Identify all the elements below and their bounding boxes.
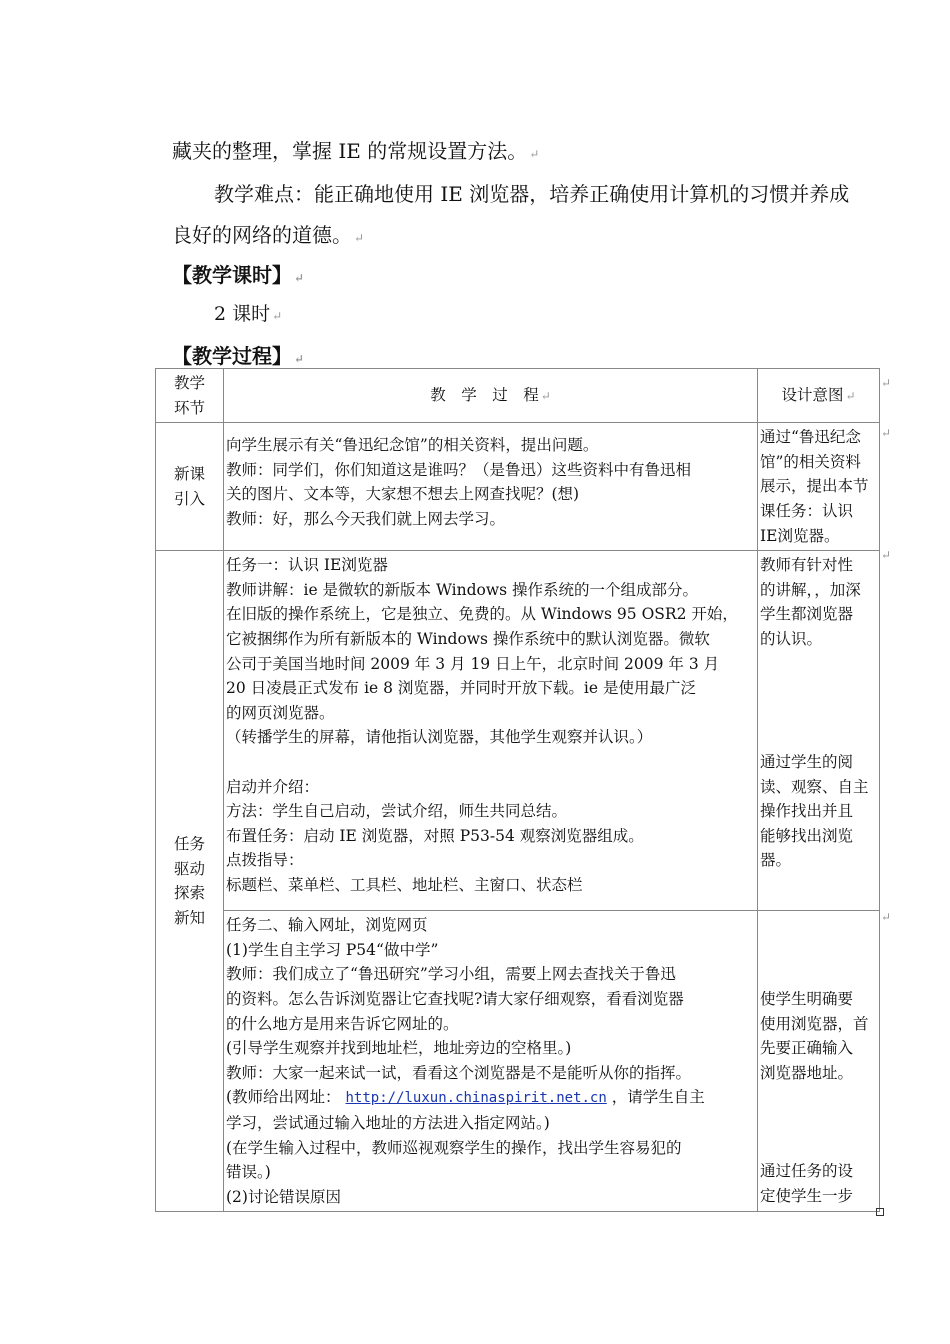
- intent-task1: 教师有针对性 的讲解，，加深 学生都浏览器 的认识。 通过学生的阅 读、观察、自主 操作找出并且 能够找出浏览 器。: [758, 551, 880, 911]
- table-header-row: [156, 369, 880, 423]
- intro-line-2: 教学难点：能正确地使用 IE 浏览器，培养正确使用计算机的习惯并养成: [214, 182, 850, 206]
- intro-line-3: 良好的网络的道德。 ↵: [172, 223, 365, 247]
- hours-value: 2 课时 ↵: [214, 303, 283, 325]
- row-end-mark: ↵: [881, 376, 892, 390]
- table-row-task2: [156, 911, 880, 1212]
- header-intent: 设计意图 ↵: [758, 369, 880, 423]
- process-table: [155, 368, 880, 1212]
- process-intro: 向学生展示有关“鲁迅纪念馆”的相关资料，提出问题。 教师：同学们，你们知道这是谁吗？（是鲁迅）这些资料中有鲁迅相 关的图片、文本等，大家想不想去上网查找呢？(想) 教师：好，那么今天我们就上网去学习。: [224, 423, 758, 551]
- table-row-intro: [156, 423, 880, 551]
- header-process: 教 学 过 程 ↵: [224, 369, 758, 423]
- row-end-mark: ↵: [881, 910, 892, 924]
- row-end-mark: ↵: [881, 426, 892, 440]
- stage-task: 任务 驱动 探索 新知: [156, 551, 224, 1212]
- heading-hours: 【教学课时】 ↵: [172, 263, 305, 287]
- url-line: (教师给出网址： http://luxun.chinaspirit.net.cn ，请学生自主: [226, 1088, 705, 1107]
- table-row-task1: [156, 551, 880, 911]
- process-task2: 任务二、输入网址，浏览网页 (1)学生自主学习 P54“做中学” 教师：我们成立了“鲁迅研究”学习小组，需要上网去查找关于鲁迅 的资料。怎么告诉浏览器让它查找呢?请大家仔细观察，看看浏览器 的什么地方是用来告诉它网址的。 (引导学生观察并找到地址栏，地址旁边的空格里。) 教师：大家一起来试一试，看看这个浏览器是不是能听从你的指挥。 (教师给出网址： http://luxun.chinaspirit.net.cn ，请学生自主 学习，尝试通过输入地址的方法进入指定网站。) (在学生输入过程中，教师巡视观察学生的操作，找出学生容易犯的 错误。) (2)讨论错误原因: [224, 911, 758, 1212]
- table-resize-handle[interactable]: [876, 1208, 884, 1216]
- row-end-mark: ↵: [881, 548, 892, 562]
- intro-line-1: 藏夹的整理，掌握 IE 的常规设置方法。 ↵: [172, 139, 540, 163]
- luxun-url-link[interactable]: http://luxun.chinaspirit.net.cn: [345, 1090, 607, 1107]
- intent-intro: 通过“鲁迅纪念 馆”的相关资料 展示，提出本节 课任务：认识 IE浏览器。: [758, 423, 880, 551]
- intent-task2: 使学生明确要 使用浏览器，首 先要正确输入 浏览器地址。 通过任务的设 定使学生一步: [758, 911, 880, 1212]
- heading-process: 【教学过程】 ↵: [172, 344, 305, 368]
- stage-intro: 新课 引入: [156, 423, 224, 551]
- process-task1: 任务一：认识 IE浏览器 教师讲解：ie 是微软的新版本 Windows 操作系统的一个组成部分。 在旧版的操作系统上，它是独立、免费的。从 Windows 95 OSR2 开始， 它被捆绑作为所有新版本的 Windows 操作系统中的默认浏览器。微软 公司于美国当地时间 2009 年 3 月 19 日上午，北京时间 2009 年 3 月 20 日凌晨正式发布 ie 8 浏览器，并同时开放下载。ie 是使用最广泛 的网页浏览器。 （转播学生的屏幕，请他指认浏览器，其他学生观察并认识。） 启动并介绍： 方法：学生自己启动，尝试介绍，师生共同总结。 布置任务：启动 IE 浏览器，对照 P53-54 观察浏览器组成。 点拨指导： 标题栏、菜单栏、工具栏、地址栏、主窗口、状态栏: [224, 551, 758, 911]
- header-stage: 教学 环节: [156, 369, 224, 423]
